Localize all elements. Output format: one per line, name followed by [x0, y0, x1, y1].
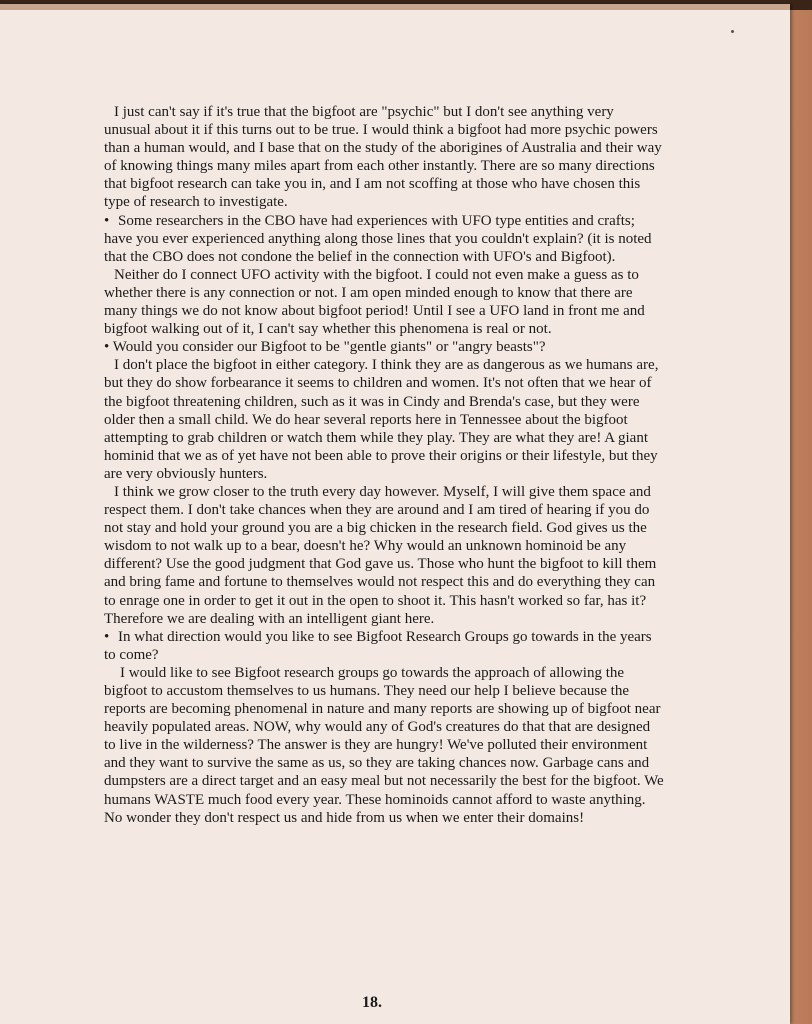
page-top-edge [0, 4, 790, 10]
question-text: Some researchers in the CBO have had experiences with UFO type entities and crafts; have you ever experienced anything along those lines that you couldn't explain? (it is noted that the CBO does not condone the belief in the connection with UFO's and Bigfoot). [104, 212, 652, 265]
document-page [0, 4, 790, 1024]
body-text [104, 103, 664, 827]
question-paragraph [104, 628, 664, 664]
question-text: In what direction would you like to see Bigfoot Research Groups go towards in the years to come? [104, 628, 652, 663]
answer-paragraph: I think we grow closer to the truth every day however. Myself, I will give them space and respect them. I don't take chances when they are around and I am tired of hearing if you do not stay and hold your ground you are a big chicken in the research field. God gives us the wisdom to not walk up to a bear, doesn't he? Why would an unknown hominoid be any different? Use the good judgment that God gave us. Those who hunt the bigfoot to kill them and bring fame and fortune to themselves would not respect this and do everything they can to enrage one in order to get it out in the open to shoot it. This hasn't worked so far, has it? Therefore we are dealing with an intelligent giant here. [104, 483, 657, 627]
page-number: 18. [362, 994, 382, 1011]
answer-paragraph: I don't place the bigfoot in either category. I think they are as dangerous as we humans are, but they do show forbearance it seems to children and women. It's not often that we hear of the bigfoot threatening children, such as it was in Cindy and Brenda's case, but they were older then a small child. We do hear several reports here in Tennessee about the bigfoot attempting to grab children or watch them while they play. They are what they are! A giant hominid that we as of yet have not been able to prove their origins or their lifestyle, but they are very obviously hunters. [104, 357, 659, 482]
question-text: Would you consider our Bigfoot to be "gentle giants" or "angry beasts"? [112, 339, 546, 356]
bullet-icon: • [104, 212, 110, 229]
answer-paragraph: Neither do I connect UFO activity with the bigfoot. I could not even make a guess as to whether there is any connection or not. I am open minded enough to know that there are many things we do not know about bigfoot period! Until I see a UFO land in front me and bigfoot walking out of it, I can't say whether this phenomena is real or not. [104, 266, 645, 338]
question-paragraph [104, 338, 664, 356]
bullet-icon: • [104, 628, 110, 645]
speck-mark [731, 30, 734, 33]
answer-paragraph: I just can't say if it's true that the bigfoot are "psychic" but I don't see anything very unusual about it if this turns out to be true. I would think a bigfoot had more psychic powers than a human would, and I base that on the study of the aborigines of Australia and their way of knowing things many miles apart from each other instantly. There are so many directions that bigfoot research can take you in, and I am not scoffing at those who have chosen this type of research to investigate. [104, 104, 662, 211]
question-paragraph [104, 212, 664, 266]
bullet-icon: • [104, 339, 110, 356]
answer-paragraph: I would like to see Bigfoot research groups go towards the approach of allowing the bigfoot to accustom themselves to us humans. They need our help I believe because the reports are becoming phenomenal in nature and many reports are showing up of bigfoot near heavily populated areas. NOW, why would any of God's creatures do that that are designed to live in the wilderness? The answer is they are hungry! We've polluted their environment and they want to survive the same as us, so they are taking chances now. Garbage cans and dumpsters are a direct target and an easy meal but not necessarily the best for the bigfoot. We humans WASTE much food every year. These hominoids cannot afford to waste anything. No wonder they don't respect us and hide from us when we enter their domains! [104, 664, 664, 826]
